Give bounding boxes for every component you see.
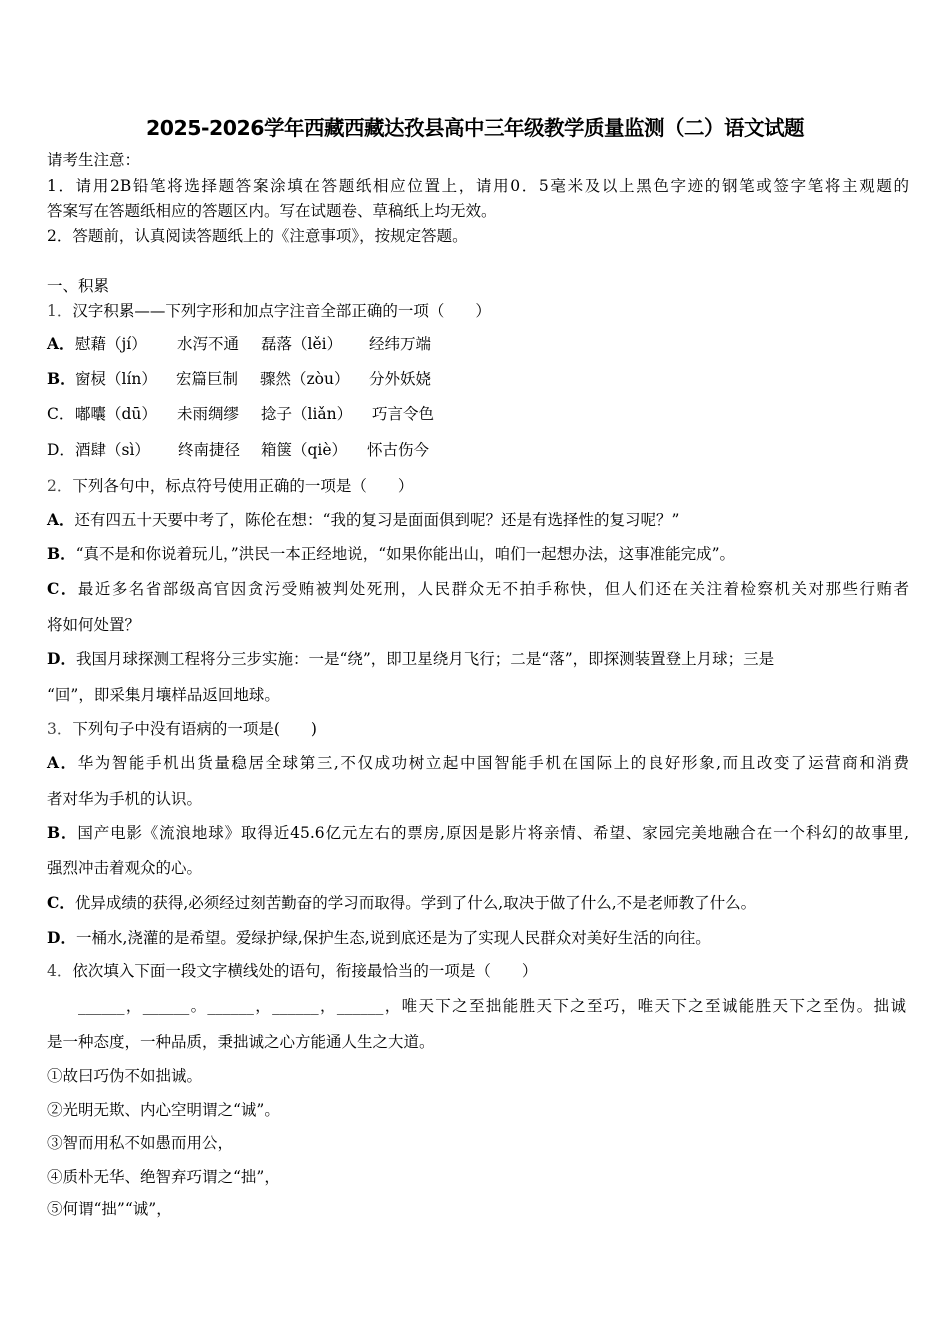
option-label: A． [47,510,75,529]
option-text: 还有四五十天要中考了，陈伦在想：“我的复习是面面俱到呢？还是有选择性的复习呢？” [74,511,680,529]
option-label: C． [47,893,75,912]
question-stem: 下列各句中，标点符号使用正确的一项是（ ） [72,477,414,495]
option-label: B． [47,823,78,842]
q2-option-a [47,510,679,530]
option-label: B． [47,369,76,388]
question-2 [47,476,413,496]
q4-passage-cont: 是一种态度，一种品质，秉拙诚之心方能通人生之大道。 [47,1033,435,1051]
question-stem: 汉字积累——下列字形和加点字注音全部正确的一项（ ） [72,302,491,320]
option-term: 慰藉（jí） [75,335,147,353]
q4-item: ④质朴无华、绝智弃巧谓之“拙”， [47,1168,280,1186]
option-label: B． [47,544,76,563]
q3-option-b-cont: 强烈冲击着观众的心。 [47,859,203,877]
question-3 [47,719,317,739]
q4-item: ⑤何谓“拙”“诚”， [47,1200,172,1218]
question-stem: 下列句子中没有语病的一项是( ) [72,720,317,738]
option-term: 终南捷径 [178,441,241,459]
notice-item-1: 1．请用2B铅笔将选择题答案涂填在答题纸相应位置上，请用0．5毫米及以上黑色字迹的钢笔或签字笔将主观题的 [47,177,909,195]
question-1 [47,301,491,321]
question-4 [47,961,537,981]
option-label: A． [47,334,75,353]
question-number: 3． [47,720,73,738]
option-term: 经纬万端 [369,335,432,353]
notice-heading: 请考生注意： [47,151,141,169]
q4-item: ①故曰巧伪不如拙诚。 [47,1067,203,1085]
option-term: 巧言令色 [372,405,435,423]
notice-item-2: 2．答题前，认真阅读答题纸上的《注意事项》，按规定答题。 [47,227,468,245]
q3-option-a-cont: 者对华为手机的认识。 [47,790,203,808]
option-term: 怀古伤今 [367,441,430,459]
option-text: 华为智能手机出货量稳居全球第三,不仅成功树立起中国智能手机在国际上的良好形象,而且改变了运营商和消费 [77,754,909,772]
question-stem: 依次填入下面一段文字横线处的语句，衔接最恰当的一项是（ ） [72,962,538,980]
option-term: 捻子（liǎn） [261,405,353,423]
question-number: 1． [47,302,73,320]
q3-option-d [47,928,711,948]
q4-item: ②光明无欺、内心空明谓之“诚”。 [47,1101,280,1119]
q2-option-d [47,649,774,669]
option-label: C． [47,579,78,598]
option-text: 优异成绩的获得,必须经过刻苦勤奋的学习而取得。学到了什么,取决于做了什么,不是老师教了什么。 [74,894,757,912]
page-title: 2025-2026学年西藏西藏达孜县高中三年级教学质量监测（二）语文试题 [145,116,805,140]
option-text: 一桶水,浇灌的是希望。爱绿护绿,保护生态,说到底还是为了实现人民群众对美好生活的向往。 [75,929,711,947]
option-term: 水泻不通 [177,335,240,353]
option-term: 窗棂（lín） [75,370,157,388]
notice-item-1-cont: 答案写在答题纸相应的答题区内。写在试题卷、草稿纸上均无效。 [47,202,497,220]
section-heading: 一、积累 [47,277,110,295]
q2-option-b [47,544,735,564]
q3-option-c [47,893,756,913]
question-number: 2． [47,477,73,495]
option-label: D． [47,441,75,459]
q2-option-c [47,579,909,599]
option-term: 箱箧（qiè） [261,441,348,459]
q2-option-d-cont: “回”，即采集月壤样品返回地球。 [47,686,280,704]
option-term: 嘟囔（dū） [75,405,157,423]
option-text: 最近多名省部级高官因贪污受贿被判处死刑，人民群众无不拍手称快，但人们还在关注着检察机关对那些行贿者 [77,580,909,598]
option-term: 酒肆（sì） [75,441,150,459]
option-label: D． [47,928,76,947]
option-term: 分外妖娆 [369,370,432,388]
q3-option-b [47,823,909,843]
option-term: 磊落（lěi） [261,335,343,353]
option-label: D． [47,649,76,668]
q4-item: ③智而用私不如愚而用公， [47,1134,234,1152]
option-term: 未雨绸缪 [177,405,240,423]
q3-option-a [47,753,909,773]
option-label: A． [47,753,78,772]
option-text: 国产电影《流浪地球》取得近45.6亿元左右的票房,原因是影片将亲情、希望、家园完美地融合在一个科幻的故事里, [77,824,909,842]
question-number: 4． [47,962,73,980]
option-text: “真不是和你说着玩儿，”洪民一本正经地说，“如果你能出山，咱们一起想办法，这事准能完成”。 [75,545,736,563]
option-term: 骤然（zòu） [260,370,350,388]
option-label: C． [47,405,75,423]
q4-passage: ______，______。______，______，______，唯天下之至拙能胜天下之至巧，唯天下之至诚能胜天下之至伪。拙诚 [78,997,906,1015]
option-term: 宏篇巨制 [176,370,239,388]
option-text: 我国月球探测工程将分三步实施：一是“绕”，即卫星绕月飞行；二是“落”，即探测装置登上月球；三是 [75,650,775,668]
q2-option-c-cont: 将如何处置？ [47,616,141,634]
